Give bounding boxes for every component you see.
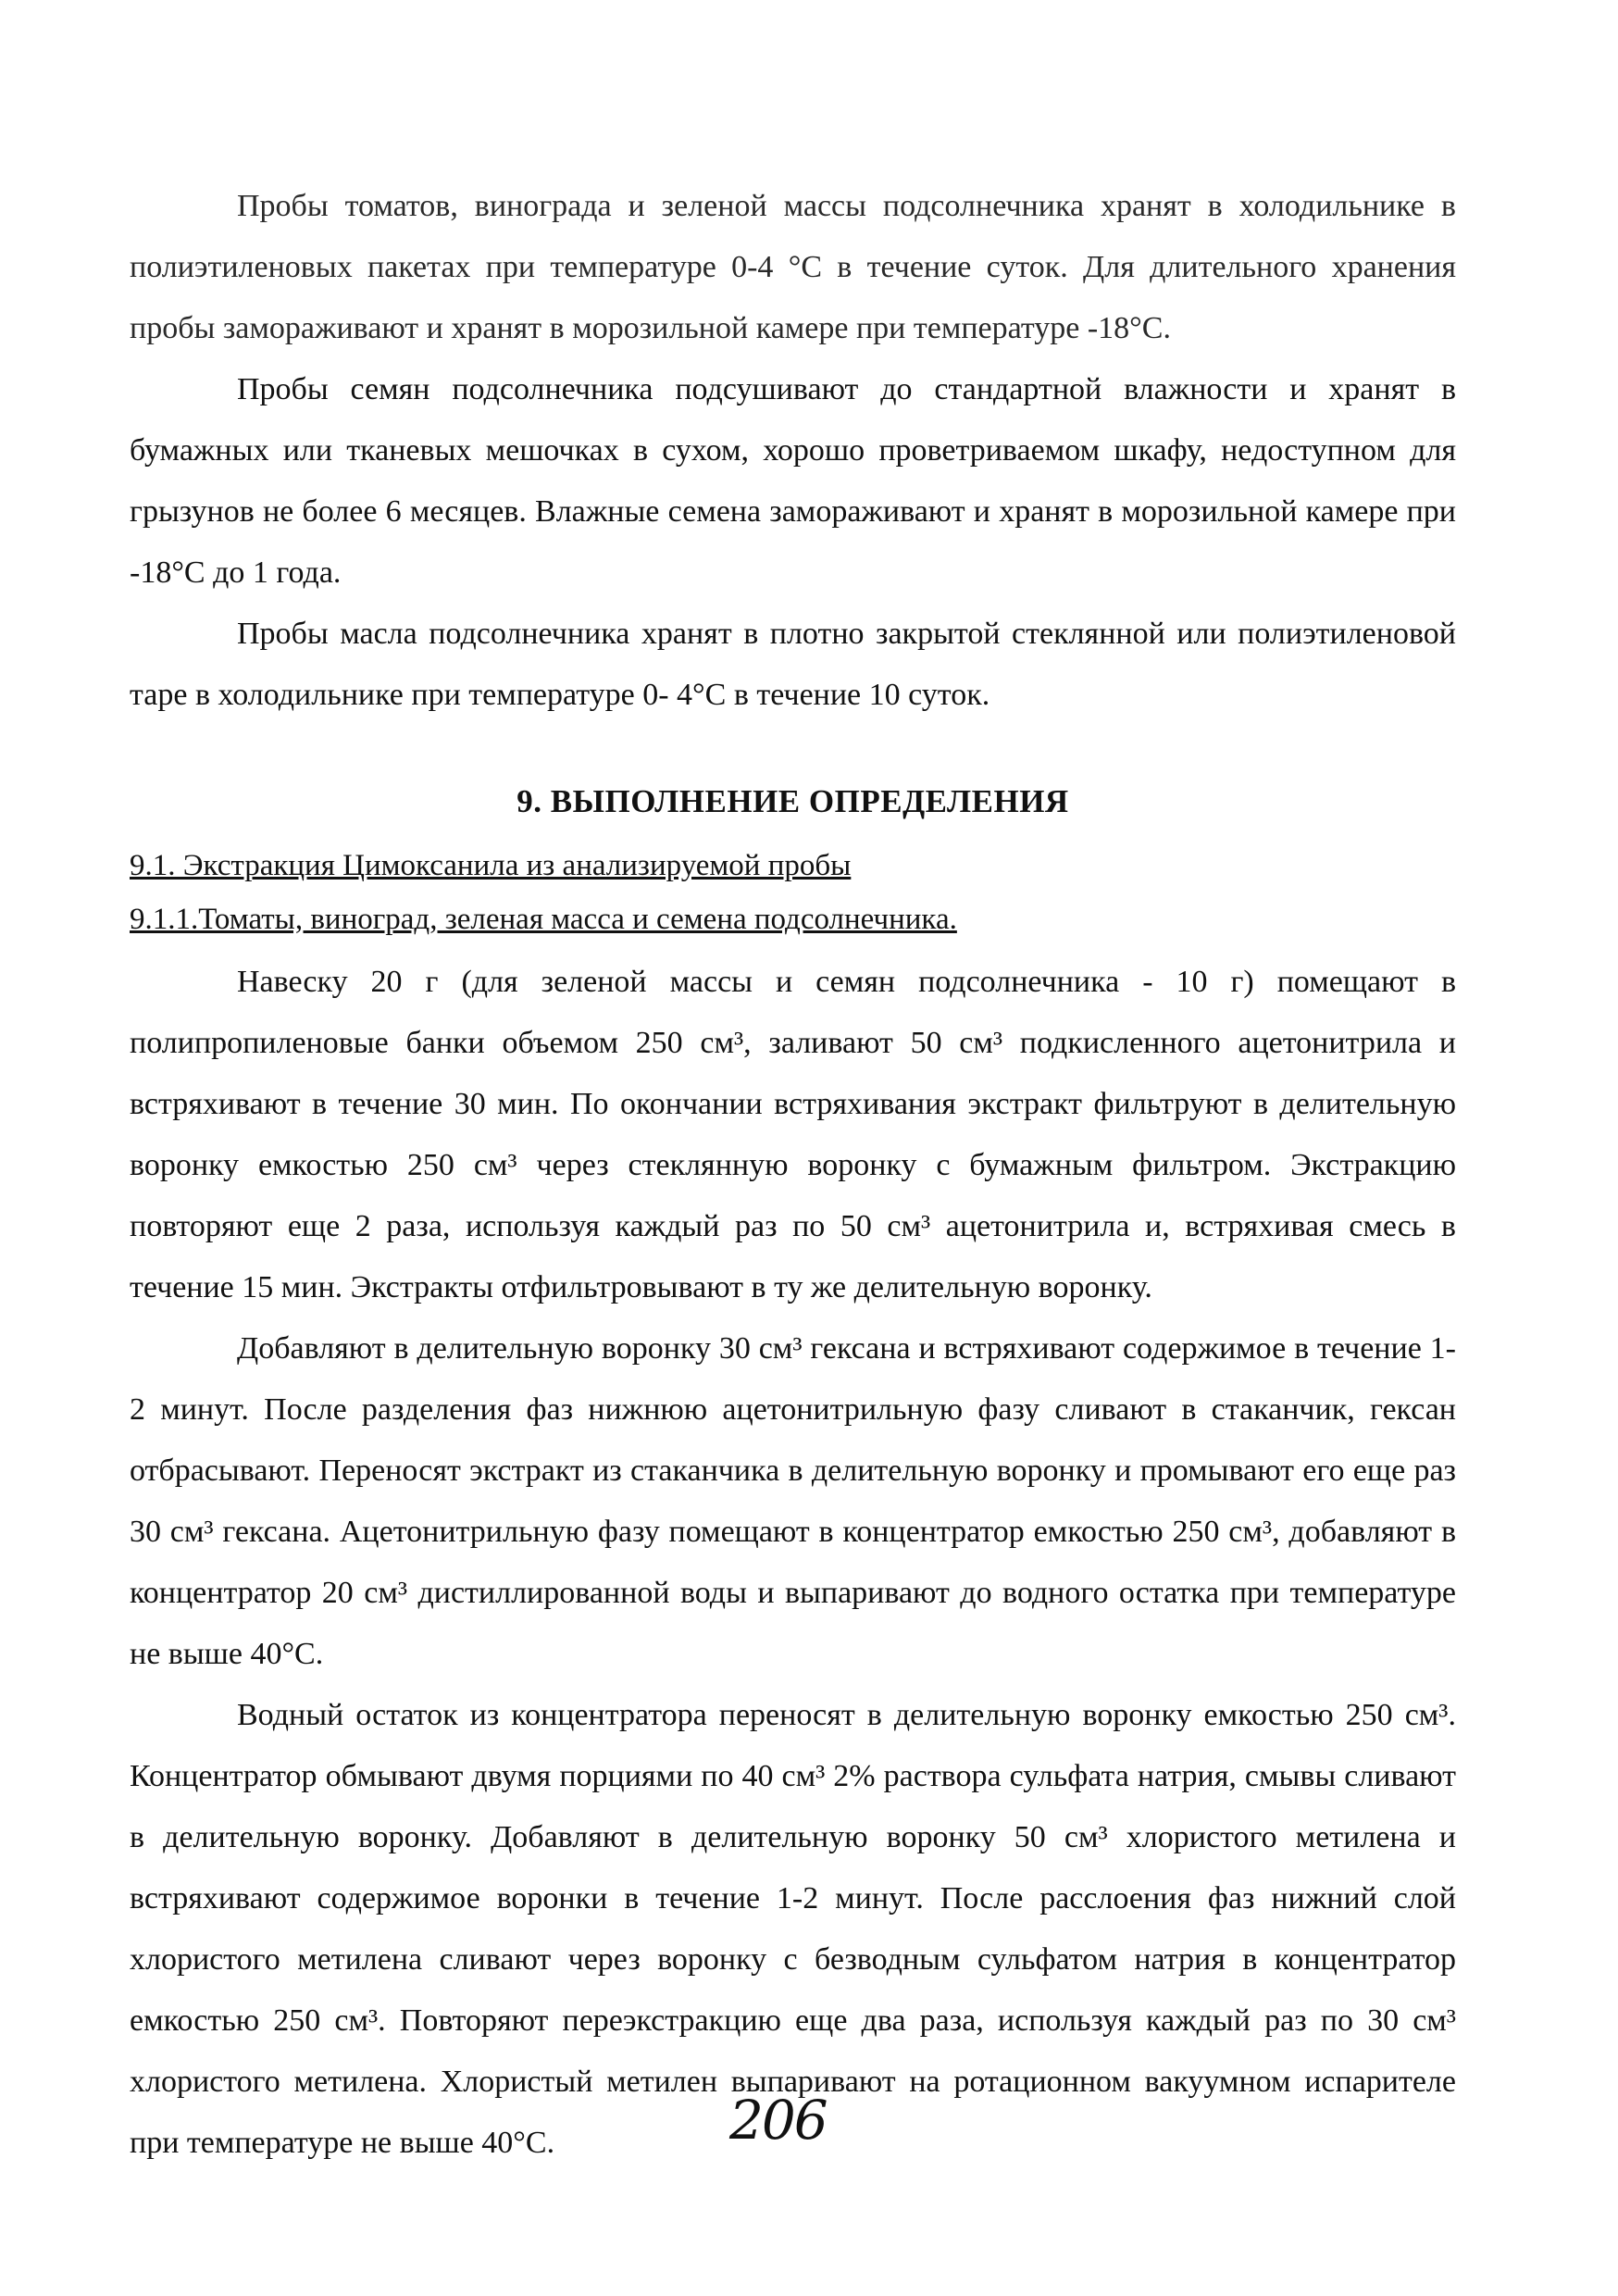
page-number: 206 bbox=[729, 2089, 827, 2152]
paragraph-storage-tomatoes: Пробы томатов, винограда и зеленой массы подсолнечника хранят в холодильнике в полиэтиленовых пакетах при температуре 0-4 °С в течение суток. Для длительного хранения пробы замораживают и хранят в морозильной камере при температуре -18°С. bbox=[130, 189, 1456, 345]
subsection-heading-samples: 9.1.1.Томаты, виноград, зеленая масса и семена подсолнечника. bbox=[130, 903, 957, 936]
subsection-heading-extraction: 9.1. Экстракция Цимоксанила из анализируемой пробы bbox=[130, 849, 852, 882]
paragraph-extraction-step-2: Добавляют в делительную воронку 30 см³ гексана и встряхивают содержимое в течение 1-2 минут. После разделения фаз нижнюю ацетонитрильную фазу сливают в стаканчик, гексан отбрасывают. Переносят экстракт из стаканчика в делительную воронку и промывают его еще раз 30 см³ гексана. Ацетонитрильную фазу помещают в концентратор емкостью 250 см³, добавляют в концентратор 20 см³ дистиллированной воды и выпаривают до водного остатка при температуре не выше 40°С. bbox=[130, 1331, 1456, 1671]
paragraph-extraction-step-1: Навеску 20 г (для зеленой массы и семян подсолнечника - 10 г) помещают в полипропиленовые банки объемом 250 см³, заливают 50 см³ подкисленного ацетонитрила и встряхивают в течение 30 мин. По окончании встряхивания экстракт фильтруют в делительную воронку емкостью 250 см³ через стеклянную воронку с бумажным фильтром. Экстракцию повторяют еще 2 раза, используя каждый раз по 50 см³ ацетонитрила и, встряхивая смесь в течение 15 мин. Экстракты отфильтровывают в ту же делительную воронку. bbox=[130, 965, 1456, 1304]
section-heading: 9. ВЫПОЛНЕНИЕ ОПРЕДЕЛЕНИЯ bbox=[517, 783, 1069, 819]
paragraph-extraction-step-3: Водный остаток из концентратора переносят в делительную воронку емкостью 250 см³. Концентратор обмывают двумя порциями по 40 см³ 2% раствора сульфата натрия, смывы сливают в делительную воронку. Добавляют в делительную воронку 50 см³ хлористого метилена и встряхивают содержимое воронки в течение 1-2 минут. После расслоения фаз нижний слой хлористого метилена сливают через воронку с безводным сульфатом натрия в концентратор емкостью 250 см³. Повторяют переэкстракцию еще два раза, используя каждый раз по 30 см³ хлористого метилена. Хлористый метилен выпаривают на ротационном вакуумном испарителе при температуре не выше 40°С. bbox=[130, 1698, 1456, 2160]
paragraph-storage-seeds: Пробы семян подсолнечника подсушивают до стандартной влажности и хранят в бумажных или тканевых мешочках в сухом, хорошо проветриваемом шкафу, недоступном для грызунов не более 6 месяцев. Влажные семена замораживают и хранят в морозильной камере при -18°С до 1 года. bbox=[130, 372, 1456, 590]
paragraph-storage-oil: Пробы масла подсолнечника хранят в плотно закрытой стеклянной или полиэтиленовой таре в холодильнике при температуре 0- 4°С в течение 10 суток. bbox=[130, 617, 1456, 712]
